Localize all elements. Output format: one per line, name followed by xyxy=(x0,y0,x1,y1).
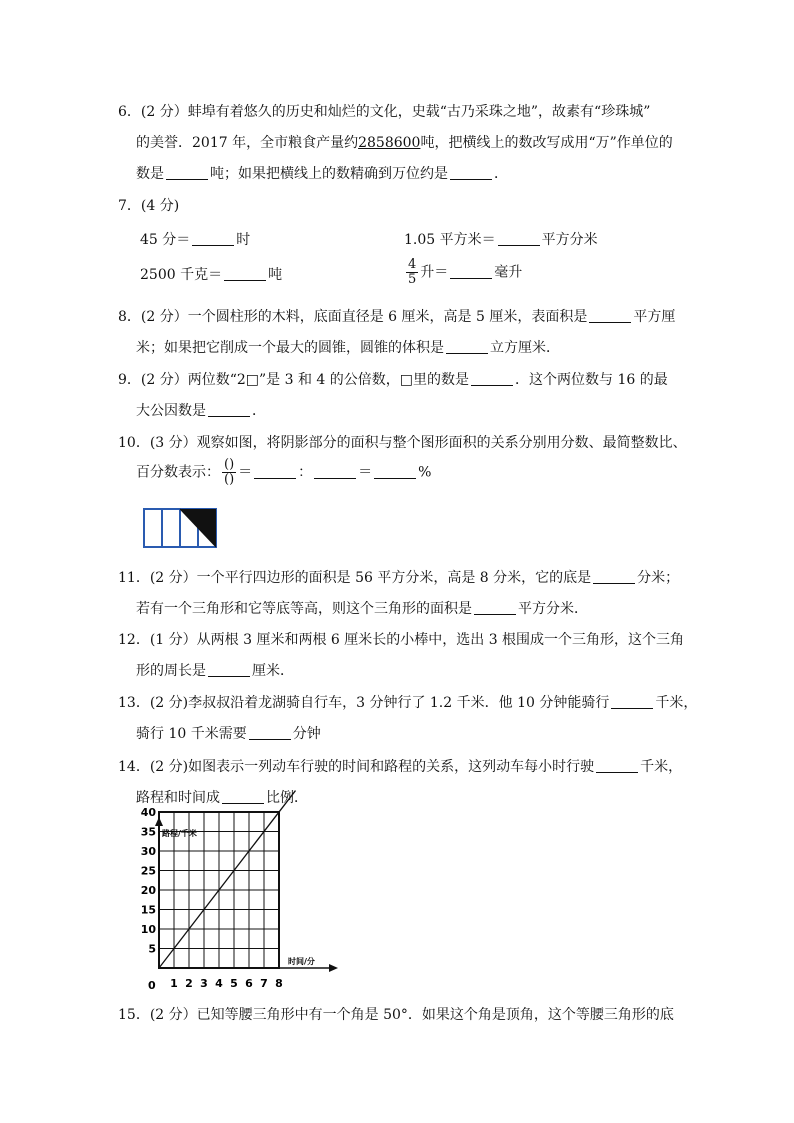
answer-blank[interactable] xyxy=(498,231,540,246)
q9-line2 xyxy=(136,401,266,421)
q14-text: 路程和时间成 xyxy=(136,790,220,806)
y-tick-label: 40 xyxy=(140,806,156,819)
colon-sign: ： xyxy=(298,464,313,481)
q13-line2 xyxy=(136,724,321,744)
y-tick-label: 35 xyxy=(140,825,156,839)
q7-text: 1.05 平方米＝ xyxy=(404,232,496,248)
y-tick-label: 5 xyxy=(148,942,156,956)
answer-blank[interactable] xyxy=(450,165,492,180)
series-line xyxy=(159,791,296,968)
q6-text: 吨；如果把横线上的数精确到万位约是 xyxy=(210,166,448,182)
x-tick-label: 7 xyxy=(260,977,268,990)
q11-text: 分米； xyxy=(637,570,680,586)
q12-text: 形的周长是 xyxy=(136,663,206,679)
answer-blank[interactable] xyxy=(589,308,631,323)
answer-blank[interactable] xyxy=(254,464,296,479)
q8-text: 8．(2 分）一个圆柱形的木料，底面直径是 6 厘米，高是 5 厘米，表面积是 xyxy=(118,309,588,325)
fraction-denominator: () xyxy=(224,472,235,487)
y-tick-label: 20 xyxy=(140,884,156,897)
q7-item-4 xyxy=(404,258,522,287)
q12-line1: 12．(1 分）从两根 3 厘米和两根 6 厘米长的小棒中，选出 3 根围成一个三角形，这个三角 xyxy=(118,632,685,648)
distance-time-chart xyxy=(130,806,340,994)
y-tick-label: 25 xyxy=(140,864,156,878)
q6-text: 的美誉．2017 年，全市粮食产量约 xyxy=(136,135,359,151)
q7-text: 2500 千克＝ xyxy=(140,267,223,283)
equals-sign: ＝ xyxy=(358,464,373,481)
q14-line2 xyxy=(136,788,308,808)
q9-text: ．这个两位数与 16 的最 xyxy=(515,372,668,388)
answer-blank[interactable] xyxy=(596,758,638,773)
fraction-numerator: 4 xyxy=(408,257,417,272)
x-tick-label: 2 xyxy=(185,977,193,990)
q13-line1 xyxy=(118,693,697,713)
q7-item-1 xyxy=(140,230,250,250)
x-tick-label: 4 xyxy=(215,977,223,990)
answer-blank[interactable] xyxy=(224,266,266,281)
fraction-numerator: () xyxy=(224,457,235,472)
q6-text: 吨，把横线上的数改写成用“万”作单位的 xyxy=(420,135,673,151)
y-axis-label: 路程/千米 xyxy=(162,829,197,838)
q12-line2 xyxy=(136,661,294,681)
fraction-denominator: 5 xyxy=(408,272,417,287)
answer-blank[interactable] xyxy=(474,600,516,615)
answer-blank[interactable] xyxy=(446,339,488,354)
x-axis-arrow xyxy=(329,964,338,972)
q7-unit: 毫升 xyxy=(494,264,523,281)
q11-text: 若有一个三角形和它等底等高，则这个三角形的面积是 xyxy=(136,601,472,617)
y-tick-label: 30 xyxy=(140,845,156,858)
q12-text: 厘米． xyxy=(252,663,294,679)
q9-text: 9．(2 分）两位数“2□”是 3 和 4 的公倍数，□里的数是 xyxy=(118,372,470,388)
origin-label: 0 xyxy=(148,979,156,992)
answer-blank[interactable] xyxy=(208,662,250,677)
q14-text: 比例． xyxy=(266,790,308,806)
answer-blank[interactable] xyxy=(471,371,513,386)
q9-line1 xyxy=(118,370,668,390)
q7-item-3 xyxy=(140,265,282,285)
q7-unit: 吨 xyxy=(268,267,283,283)
answer-blank[interactable] xyxy=(314,464,356,479)
q8-text: 米；如果把它削成一个最大的圆锥，圆锥的体积是 xyxy=(136,340,444,356)
x-tick-label: 8 xyxy=(275,977,283,990)
answer-blank[interactable] xyxy=(192,231,234,246)
x-tick-label: 6 xyxy=(245,977,253,990)
q7-item-2 xyxy=(404,230,598,250)
q9-text: ． xyxy=(252,403,266,419)
q7-text: 45 分＝ xyxy=(140,232,191,248)
answer-blank[interactable] xyxy=(450,264,492,279)
q6-line1: 6．(2 分）蚌埠有着悠久的历史和灿烂的文化，史载“古乃采珠之地”，故素有“珍珠城” xyxy=(118,104,651,120)
q8-line1 xyxy=(118,307,675,327)
q7-unit: 平方分米 xyxy=(541,232,598,248)
y-tick-label: 10 xyxy=(140,923,156,936)
x-tick-label: 1 xyxy=(170,977,178,990)
x-tick-label: 5 xyxy=(230,977,238,990)
answer-blank[interactable] xyxy=(166,165,208,180)
q14-text: 14．(2 分)如图表示一列动车行驶的时间和路程的关系，这列动车每小时行驶 xyxy=(118,759,595,775)
q13-text: 13．(2 分)李叔叔沿着龙湖骑自行车，3 分钟行了 1.2 千米．他 10 分钟能骑行 xyxy=(118,695,610,711)
q14-line1 xyxy=(118,757,682,777)
q7-head: 7．(4 分) xyxy=(118,198,180,214)
q8-line2 xyxy=(136,338,560,358)
fraction xyxy=(406,258,418,287)
q6-line2 xyxy=(136,133,673,153)
q10-line2 xyxy=(136,458,431,487)
q14-text: 千米， xyxy=(640,759,683,775)
q15-line1: 15．(2 分）已知等腰三角形中有一个角是 50°．如果这个角是顶角，这个等腰三角形的底 xyxy=(118,1007,674,1023)
q6-underlined-number: 2858600 xyxy=(358,135,421,151)
answer-blank[interactable] xyxy=(222,789,264,804)
shaded-rectangle-figure xyxy=(143,508,219,550)
chart-series xyxy=(159,791,296,968)
answer-blank[interactable] xyxy=(374,464,416,479)
fraction xyxy=(222,458,236,487)
q11-text: 11．(2 分）一个平行四边形的面积是 56 平方分米，高是 8 分米，它的底是 xyxy=(118,570,592,586)
answer-blank[interactable] xyxy=(611,694,653,709)
q11-text: 平方分米． xyxy=(518,601,588,617)
q9-text: 大公因数是 xyxy=(136,403,206,419)
y-tick-label: 15 xyxy=(140,903,156,917)
equals-sign: ＝ xyxy=(238,464,253,481)
q8-text: 立方厘米． xyxy=(490,340,560,356)
x-tick-label: 3 xyxy=(200,977,208,990)
q13-text: 分钟 xyxy=(292,726,321,742)
percent-sign: % xyxy=(418,464,432,481)
q10-line1: 10．(3 分）观察如图，将阴影部分的面积与整个图形面积的关系分别用分数、最简整数比、 xyxy=(118,435,687,451)
q8-text: 平方厘 xyxy=(633,309,676,325)
q11-line1 xyxy=(118,568,679,588)
x-axis-label: 时间/分 xyxy=(288,957,315,966)
q6-text: 数是 xyxy=(136,166,164,182)
answer-blank[interactable] xyxy=(208,402,250,417)
answer-blank[interactable] xyxy=(249,725,291,740)
y-axis-arrow xyxy=(155,817,163,826)
q6-line3 xyxy=(136,164,508,184)
q7-unit: 时 xyxy=(236,232,251,248)
q13-text: 骑行 10 千米需要 xyxy=(136,726,247,742)
q7-text: 升＝ xyxy=(420,264,449,281)
answer-blank[interactable] xyxy=(593,569,635,584)
q13-text: 千米， xyxy=(655,695,698,711)
q11-line2 xyxy=(136,599,588,619)
q6-text: ． xyxy=(494,166,508,182)
q10-text: 百分数表示： xyxy=(136,464,220,481)
